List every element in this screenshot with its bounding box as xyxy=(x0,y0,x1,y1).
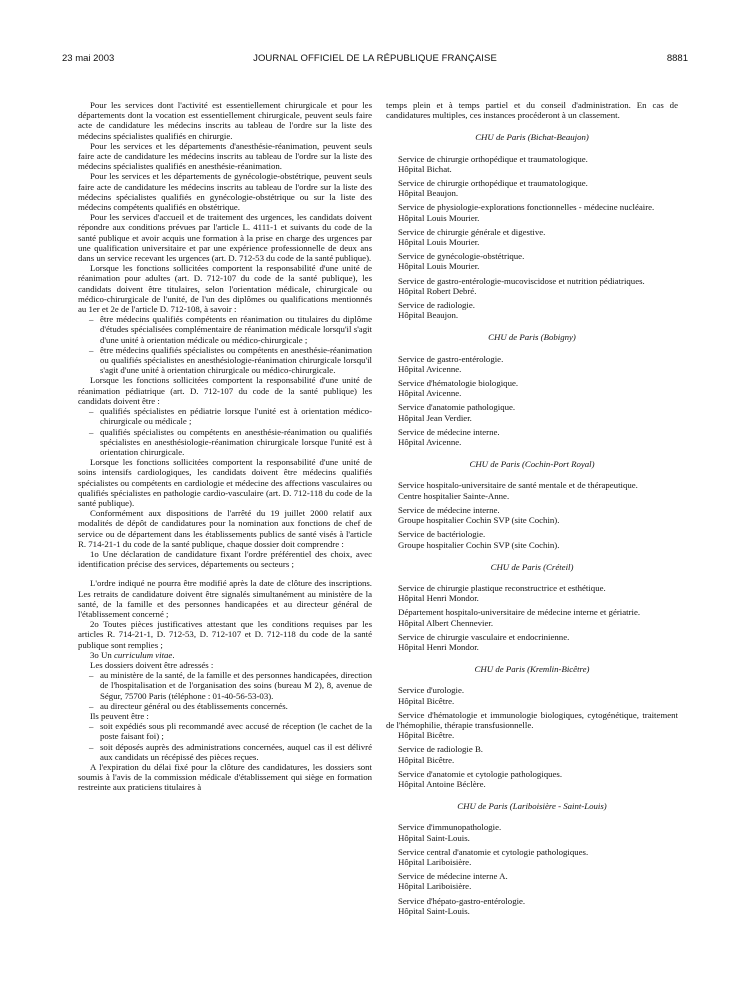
dash-list xyxy=(78,406,372,457)
hospital-name: Hôpital Saint-Louis. xyxy=(398,905,470,916)
service-name: Service d'hépato-gastro-entérologie. xyxy=(398,895,526,906)
service-entry xyxy=(386,607,678,627)
paragraph: Lorsque les fonctions sollicitées comportent la responsabilité d'une unité de soins intensifs cardiologiques, les candidats doivent être médecins qualifiés spécialistes ou compétents en cardiologie et médecine des affections vasculaires ou qualifiés spécialistes en pathologie cardio-vasculaire (art. D. 712-118 du code de la santé publique). xyxy=(78,457,372,508)
paragraph: Conformément aux dispositions de l'arrêté du 19 juillet 2000 relatif aux modalités de dépôt de candidatures pour la nomination aux fonctions de chef de service ou de département dans les établissements publics de santé visés à l'article R. 714-21-1 du code de la santé publique, chaque dossier doit comprendre : xyxy=(78,508,372,549)
service-name: Service de gynécologie-obstétrique. xyxy=(398,251,525,262)
service-entry xyxy=(386,871,678,891)
service-name: Service de chirurgie plastique reconstructrice et esthétique. xyxy=(398,582,606,593)
dash-list xyxy=(78,721,372,762)
service-entry xyxy=(386,505,678,525)
service-name: Service de médecine interne A. xyxy=(398,871,508,882)
paragraph: Les dossiers doivent être adressés : xyxy=(90,659,214,670)
list-item: – qualifiés spécialistes ou compétents en anesthésie-réanimation ou qualifiés spécialistes en anesthésiologie-réanimation chirurgicale lorsque l'unité est à orientation chirurgicale. xyxy=(100,427,372,458)
service-entry xyxy=(386,847,678,867)
hospital-name: Hôpital Jean Verdier. xyxy=(398,412,472,423)
hospital-name: Hôpital Antoine Béclère. xyxy=(398,778,486,789)
service-name: Service d'anatomie pathologique. xyxy=(398,402,516,413)
service-entry xyxy=(386,276,678,296)
list-item: – au directeur général ou des établissements concernés. xyxy=(100,701,372,711)
list-item: – être médecins qualifiés spécialistes ou compétents en anesthésie-réanimation ou qualifiés spécialistes en anesthésiologie-réanimation chirurgicale lorsqu'il s'agit d'une unité à orientation chirurgicale ou médico-chirurgicale. xyxy=(100,345,372,376)
paragraph: 1o Une déclaration de candidature fixant l'ordre préférentiel des choix, avec identification précise des services, départements ou secteurs ; xyxy=(78,548,372,570)
service-entry xyxy=(386,427,678,447)
list-item: – être médecins qualifiés compétents en réanimation ou titulaires du diplôme d'études spécialisées complémentaire de réanimation médicale lorsqu'il s'agit d'une unité à orientation médicale ou médico-chirurgicale ; xyxy=(100,314,372,345)
service-entry xyxy=(386,354,678,374)
paragraph: Pour les services dont l'activité est essentiellement chirurgicale et pour les départements dont la vocation est essentiellement chirurgicale, peuvent seuls faire acte de candidature les médecins inscrits au tableau de l'ordre sur la liste des médecins spécialistes qualifiés en chirurgie. xyxy=(78,100,372,141)
service-list xyxy=(386,685,678,789)
header-title: JOURNAL OFFICIEL DE LA RÉPUBLIQUE FRANÇAISE xyxy=(253,53,497,64)
hospital-name: Hôpital Beaujon. xyxy=(398,188,459,199)
service-name: Service de chirurgie orthopédique et traumatologique. xyxy=(398,153,588,164)
dash-list xyxy=(78,670,372,711)
header-date: 23 mai 2003 xyxy=(62,53,115,64)
page-header xyxy=(62,52,688,66)
service-name: Département hospitalo-universitaire de médecine interne et gériatrie. xyxy=(398,607,641,618)
hospital-name: Hôpital Albert Chennevier. xyxy=(398,617,494,628)
paragraph: Pour les services et les départements d'anesthésie-réanimation, peuvent seuls faire acte de candidature les médecins inscrits au tableau de l'ordre sur la liste des médecins spécialistes qualifiés en anesthésie-réanimation. xyxy=(78,140,372,172)
cv-prefix: 3o Un xyxy=(90,649,114,660)
hospital-name: Hôpital Louis Mourier. xyxy=(398,212,480,223)
paragraph: A l'expiration du délai fixé pour la clôture des candidatures, les dossiers sont soumis à l'avis de la commission médicale d'établissement qui siège en formation restreinte aux praticiens titulaires à xyxy=(78,762,372,793)
service-name: Service de radiologie B. xyxy=(398,744,484,755)
paragraph: Lorsque les fonctions sollicitées comportent la responsabilité d'une unité de réanimation pour adultes (art. D. 712-107 du code de la santé publique), les candidats doivent être titulaires, selon l'orientation médicale, chirurgicale ou médico-chirurgicale de l'unité, de l'un des diplômes ou qualifications mentionnés au 1er et 2e de l'article D. 712-108, à savoir : xyxy=(78,263,372,315)
hospital-name: Hôpital Lariboisière. xyxy=(398,856,472,867)
service-name: Service de physiologie-explorations fonctionnelles - médecine nucléaire. xyxy=(398,202,655,213)
service-name: Service de chirurgie générale et digestive. xyxy=(398,226,546,237)
list-item: – qualifiés spécialistes en pédiatrie lorsque l'unité est à orientation médico-chirurgicale ou médicale ; xyxy=(100,406,372,426)
cv-italic: curriculum vitae xyxy=(113,649,173,660)
section-title: CHU de Paris (Créteil) xyxy=(490,561,574,572)
hospital-name: Hôpital Louis Mourier. xyxy=(398,237,480,248)
list-item: – soit expédiés sous pli recommandé avec accusé de réception (le cachet de la poste faisant foi) ; xyxy=(100,721,372,741)
service-entry xyxy=(386,202,678,222)
hospital-name: Groupe hospitalier Cochin SVP (site Cochin). xyxy=(398,539,560,550)
service-list xyxy=(386,480,678,549)
hospital-name: Hôpital Bicêtre. xyxy=(398,754,455,765)
hospital-name: Hôpital Bichat. xyxy=(398,163,452,174)
service-entry xyxy=(386,251,678,271)
service-name: Service de gastro-entérologie-mucoviscidose et nutrition pédiatriques. xyxy=(398,275,645,286)
section-title: CHU de Paris (Bobigny) xyxy=(488,332,576,343)
service-entry xyxy=(386,632,678,652)
paragraph: L'ordre indiqué ne pourra être modifié après la date de clôture des inscriptions. Les retraits de candidature doivent être signalés simultanément au ministère de la santé, de la famille et des personnes handicapées et au directeur général de l'établissement concerné ; xyxy=(78,578,372,619)
paragraph: Lorsque les fonctions sollicitées comportent la responsabilité d'une unité de réanimation pédiatrique (art. D. 712-107 du code de la santé publique) les candidats doivent être : xyxy=(78,375,372,406)
hospital-name: Hôpital Lariboisière. xyxy=(398,881,472,892)
service-entry xyxy=(386,300,678,320)
hospital-name: Hôpital Henri Mondor. xyxy=(398,641,479,652)
hospital-name: Hôpital Louis Mourier. xyxy=(398,261,480,272)
service-entry xyxy=(386,710,678,741)
service-entry xyxy=(386,402,678,422)
hospital-name: Hôpital Robert Debré. xyxy=(398,285,477,296)
section-title: CHU de Paris (Cochin-Port Royal) xyxy=(469,459,595,470)
service-entry xyxy=(386,227,678,247)
service-name: Service de chirurgie vasculaire et endocrinienne. xyxy=(398,631,570,642)
service-name: Service de médecine interne. xyxy=(398,504,500,515)
service-name: Service de radiologie. xyxy=(398,300,475,311)
hospital-name: Hôpital Bicêtre. xyxy=(398,730,455,741)
service-entry xyxy=(386,744,678,764)
service-entry xyxy=(386,822,678,842)
hospital-name: Hôpital Henri Mondor. xyxy=(398,593,479,604)
service-entry xyxy=(386,480,678,500)
service-name: Service central d'anatomie et cytologie pathologiques. xyxy=(398,846,589,857)
service-list xyxy=(386,354,678,448)
service-list xyxy=(386,583,678,652)
section-title: CHU de Paris (Kremlin-Bicêtre) xyxy=(474,664,590,675)
dash-list xyxy=(78,314,372,375)
right-column xyxy=(386,100,678,920)
header-page-number: 8881 xyxy=(666,53,688,64)
paragraph: Pour les services d'accueil et de traitement des urgences, les candidats doivent répondre aux conditions prévues par l'article L. 4111-1 et suivants du code de la santé publique et avoir acquis une formation à la prise en charge des urgences par une qualification universitaire et par une expérience professionnelle de deux ans dans un service recevant les urgences (art. D. 712-53 du code de la santé publique). xyxy=(78,212,372,264)
service-name: Service d'urologie. xyxy=(398,685,465,696)
service-entry xyxy=(386,154,678,174)
service-entry xyxy=(386,769,678,789)
hospital-name: Hôpital Saint-Louis. xyxy=(398,832,470,843)
service-name: Service hospitalo-universitaire de santé mentale et de thérapeutique. xyxy=(398,480,638,491)
hospital-name: Hôpital Bicêtre. xyxy=(398,695,455,706)
service-list xyxy=(386,154,678,321)
service-list xyxy=(386,822,678,916)
hospital-name: Hôpital Avicenne. xyxy=(398,363,462,374)
service-name: Service de gastro-entérologie. xyxy=(398,353,504,364)
hospital-name: Centre hospitalier Sainte-Anne. xyxy=(398,490,510,501)
service-entry xyxy=(386,896,678,916)
list-item: – au ministère de la santé, de la famille et des personnes handicapées, direction de l'hospitalisation et de l'organisation des soins (bureau M 2), 8, avenue de Ségur, 75700 Paris (téléphone : 01-40-56-53-03). xyxy=(100,670,372,701)
paragraph xyxy=(78,650,372,660)
service-name: Service de chirurgie orthopédique et traumatologique. xyxy=(398,178,588,189)
hospital-name: Hôpital Beaujon. xyxy=(398,310,459,321)
service-name: Service d'anatomie et cytologie pathologiques. xyxy=(398,768,563,779)
service-entry xyxy=(386,378,678,398)
service-name: Service de bactériologie. xyxy=(398,529,486,540)
left-column xyxy=(78,100,372,793)
service-entry xyxy=(386,685,678,705)
paragraph: 2o Toutes pièces justificatives attestant que les conditions requises par les articles R. 714-21-1, D. 712-53, D. 712-107 et D. 712-118 du code de la santé publique sont remplies ; xyxy=(78,619,372,650)
service-name: Service de médecine interne. xyxy=(398,426,500,437)
hospital-name: Hôpital Avicenne. xyxy=(398,388,462,399)
service-entry xyxy=(386,178,678,198)
service-name: Service d'hématologie et immunologie biologiques, cytogénétique, traitement de l'hémophilie, thérapie transfusionnelle. xyxy=(386,709,678,730)
paragraph: Ils peuvent être : xyxy=(90,710,149,721)
cv-suffix: . xyxy=(172,649,175,660)
service-entry xyxy=(386,583,678,603)
hospital-name: Groupe hospitalier Cochin SVP (site Cochin). xyxy=(398,515,560,526)
service-name: Service d'hématologie biologique. xyxy=(398,378,519,389)
section-title: CHU de Paris (Bichat-Beaujon) xyxy=(475,132,589,143)
paragraph-continuation: temps plein et à temps partiel et du conseil d'administration. En cas de candidatures multiples, ces instances procéderont à un classement. xyxy=(386,100,678,121)
service-name: Service d'immunopathologie. xyxy=(398,822,502,833)
hospital-name: Hôpital Avicenne. xyxy=(398,437,462,448)
list-item: – soit déposés auprès des administrations concernées, auquel cas il est délivré aux candidats un récépissé des pièces reçues. xyxy=(100,742,372,762)
paragraph: Pour les services et les départements de gynécologie-obstétrique, peuvent seuls faire acte de candidature les médecins inscrits au tableau de l'ordre sur la liste des médecins spécialistes qualifiés en gynécologie-obstétrique ou sur la liste des médecins compétents qualifiés en obstétrique. xyxy=(78,171,372,213)
section-title: CHU de Paris (Lariboisière - Saint-Louis) xyxy=(457,801,607,812)
service-entry xyxy=(386,529,678,549)
